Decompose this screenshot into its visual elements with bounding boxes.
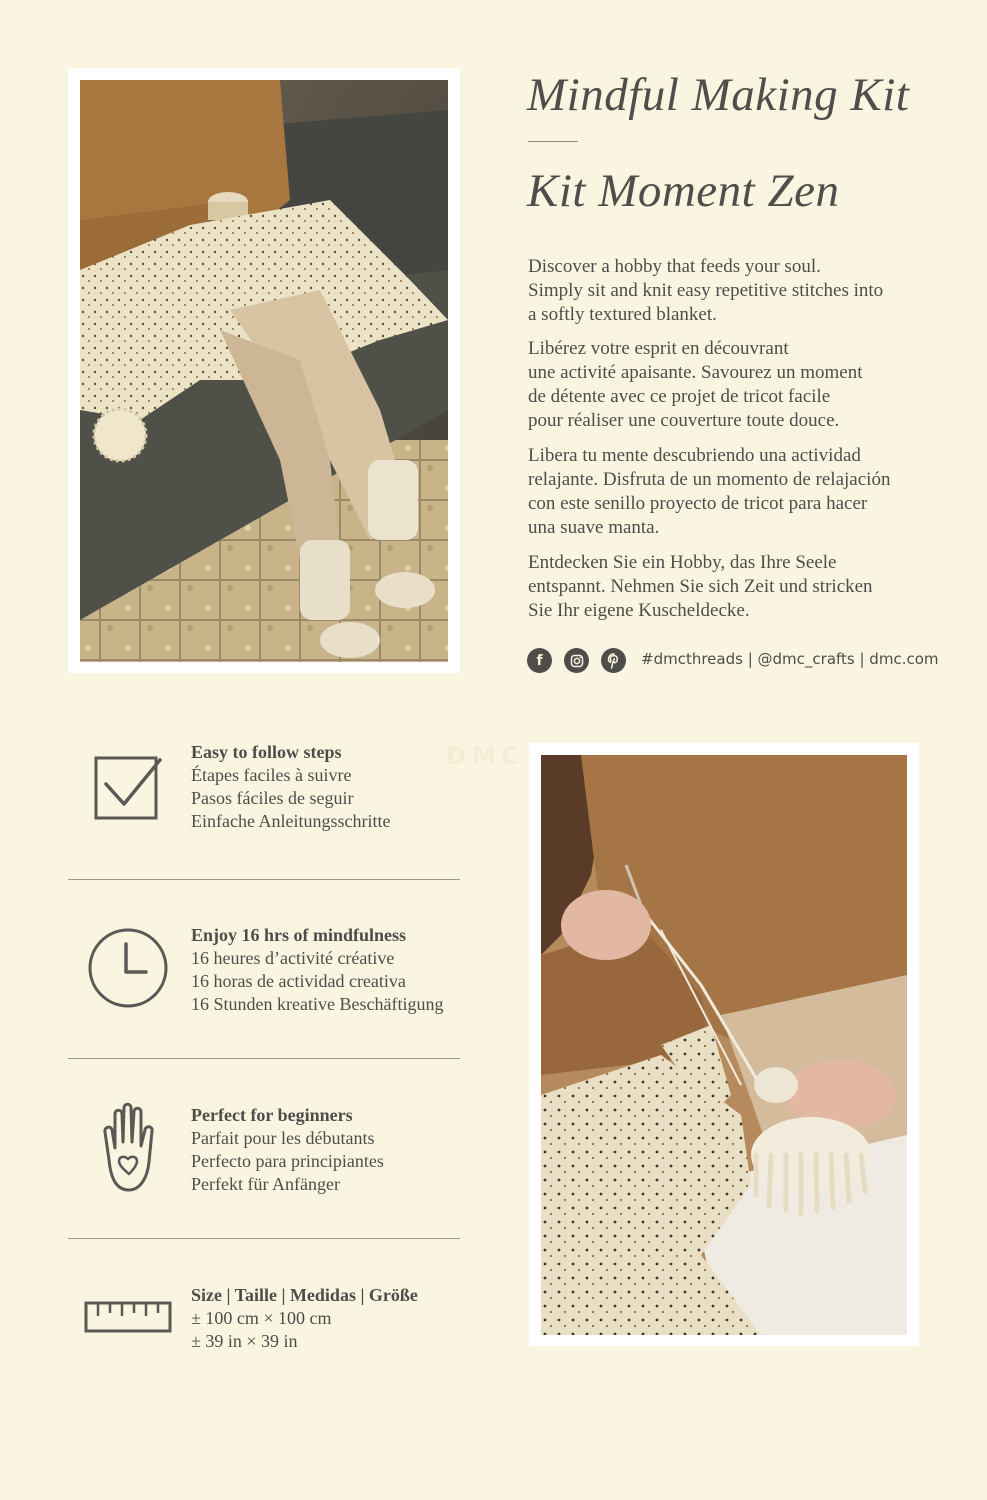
feature-divider (68, 879, 460, 880)
feature-title: Easy to follow steps (191, 742, 342, 762)
feature-beginners (191, 1104, 384, 1196)
feature-line: 16 horas de actividad creativa (191, 971, 406, 991)
description-line: relajante. Disfruta de un momento de relajación (528, 469, 891, 490)
feature-size (191, 1284, 418, 1353)
feature-mindfulness (191, 924, 443, 1016)
feature-line: 16 Stunden kreative Beschäftigung (191, 994, 444, 1014)
photo-hands-knitting (541, 755, 907, 1335)
description-line: une activité apaisante. Savourez un moment (528, 362, 863, 383)
feature-line: ± 39 in × 39 in (191, 1331, 298, 1351)
description-spanish (528, 444, 938, 540)
description-line: entspannt. Nehmen Sie sich Zeit und stricken (528, 576, 873, 597)
description-line: Sie Ihr eigene Kuscheldecke. (528, 600, 750, 621)
social-handles[interactable]: #dmcthreads | @dmc_crafts | dmc.com (641, 650, 939, 668)
dmc-watermark: DMC (446, 742, 526, 770)
feature-line: ± 100 cm × 100 cm (191, 1308, 332, 1328)
description-line: pour réaliser une couverture toute douce. (528, 410, 840, 431)
description-line: Libérez votre esprit en découvrant (528, 338, 789, 359)
description-german (528, 551, 938, 623)
description-line: Libera tu mente descubriendo una actividad (528, 445, 861, 466)
feature-line: 16 heures d’activité créative (191, 948, 395, 968)
feature-divider (68, 1058, 460, 1059)
description-line: con este senillo proyecto de tricot para hacer (528, 493, 868, 514)
clock-icon (86, 926, 170, 1015)
description-line: Simply sit and knit easy repetitive stitches into (528, 280, 884, 301)
description-line: Entdecken Sie ein Hobby, das Ihre Seele (528, 552, 837, 573)
checkbox-icon (92, 752, 164, 829)
feature-easy-steps (191, 741, 390, 833)
feature-line: Parfait pour les débutants (191, 1128, 375, 1148)
facebook-icon[interactable]: f (527, 648, 552, 673)
photo-woman-sofa-blanket (80, 80, 448, 662)
description-french (528, 337, 938, 433)
feature-line: Étapes faciles à suivre (191, 765, 352, 785)
feature-divider (68, 1238, 460, 1239)
title-french: Kit Moment Zen (527, 165, 840, 217)
instagram-icon[interactable] (564, 648, 589, 673)
title-divider (528, 141, 578, 142)
pinterest-icon[interactable] (601, 648, 626, 673)
feature-line: Einfache Anleitungsschritte (191, 811, 391, 831)
description-line: una suave manta. (528, 517, 660, 538)
title-english: Mindful Making Kit (527, 69, 910, 121)
feature-title: Perfect for beginners (191, 1105, 353, 1125)
feature-line: Pasos fáciles de seguir (191, 788, 354, 808)
hand-heart-icon (99, 1102, 159, 1201)
feature-line: Perfekt für Anfänger (191, 1174, 340, 1194)
description-line: a softly textured blanket. (528, 304, 717, 325)
feature-line: Perfecto para principiantes (191, 1151, 384, 1171)
description-english (528, 255, 938, 327)
description-line: Discover a hobby that feeds your soul. (528, 256, 821, 277)
description-line: de détente avec ce projet de tricot facile (528, 386, 831, 407)
ruler-icon (84, 1300, 172, 1339)
feature-title: Size | Taille | Medidas | Größe (191, 1285, 418, 1305)
feature-title: Enjoy 16 hrs of mindfulness (191, 925, 407, 945)
